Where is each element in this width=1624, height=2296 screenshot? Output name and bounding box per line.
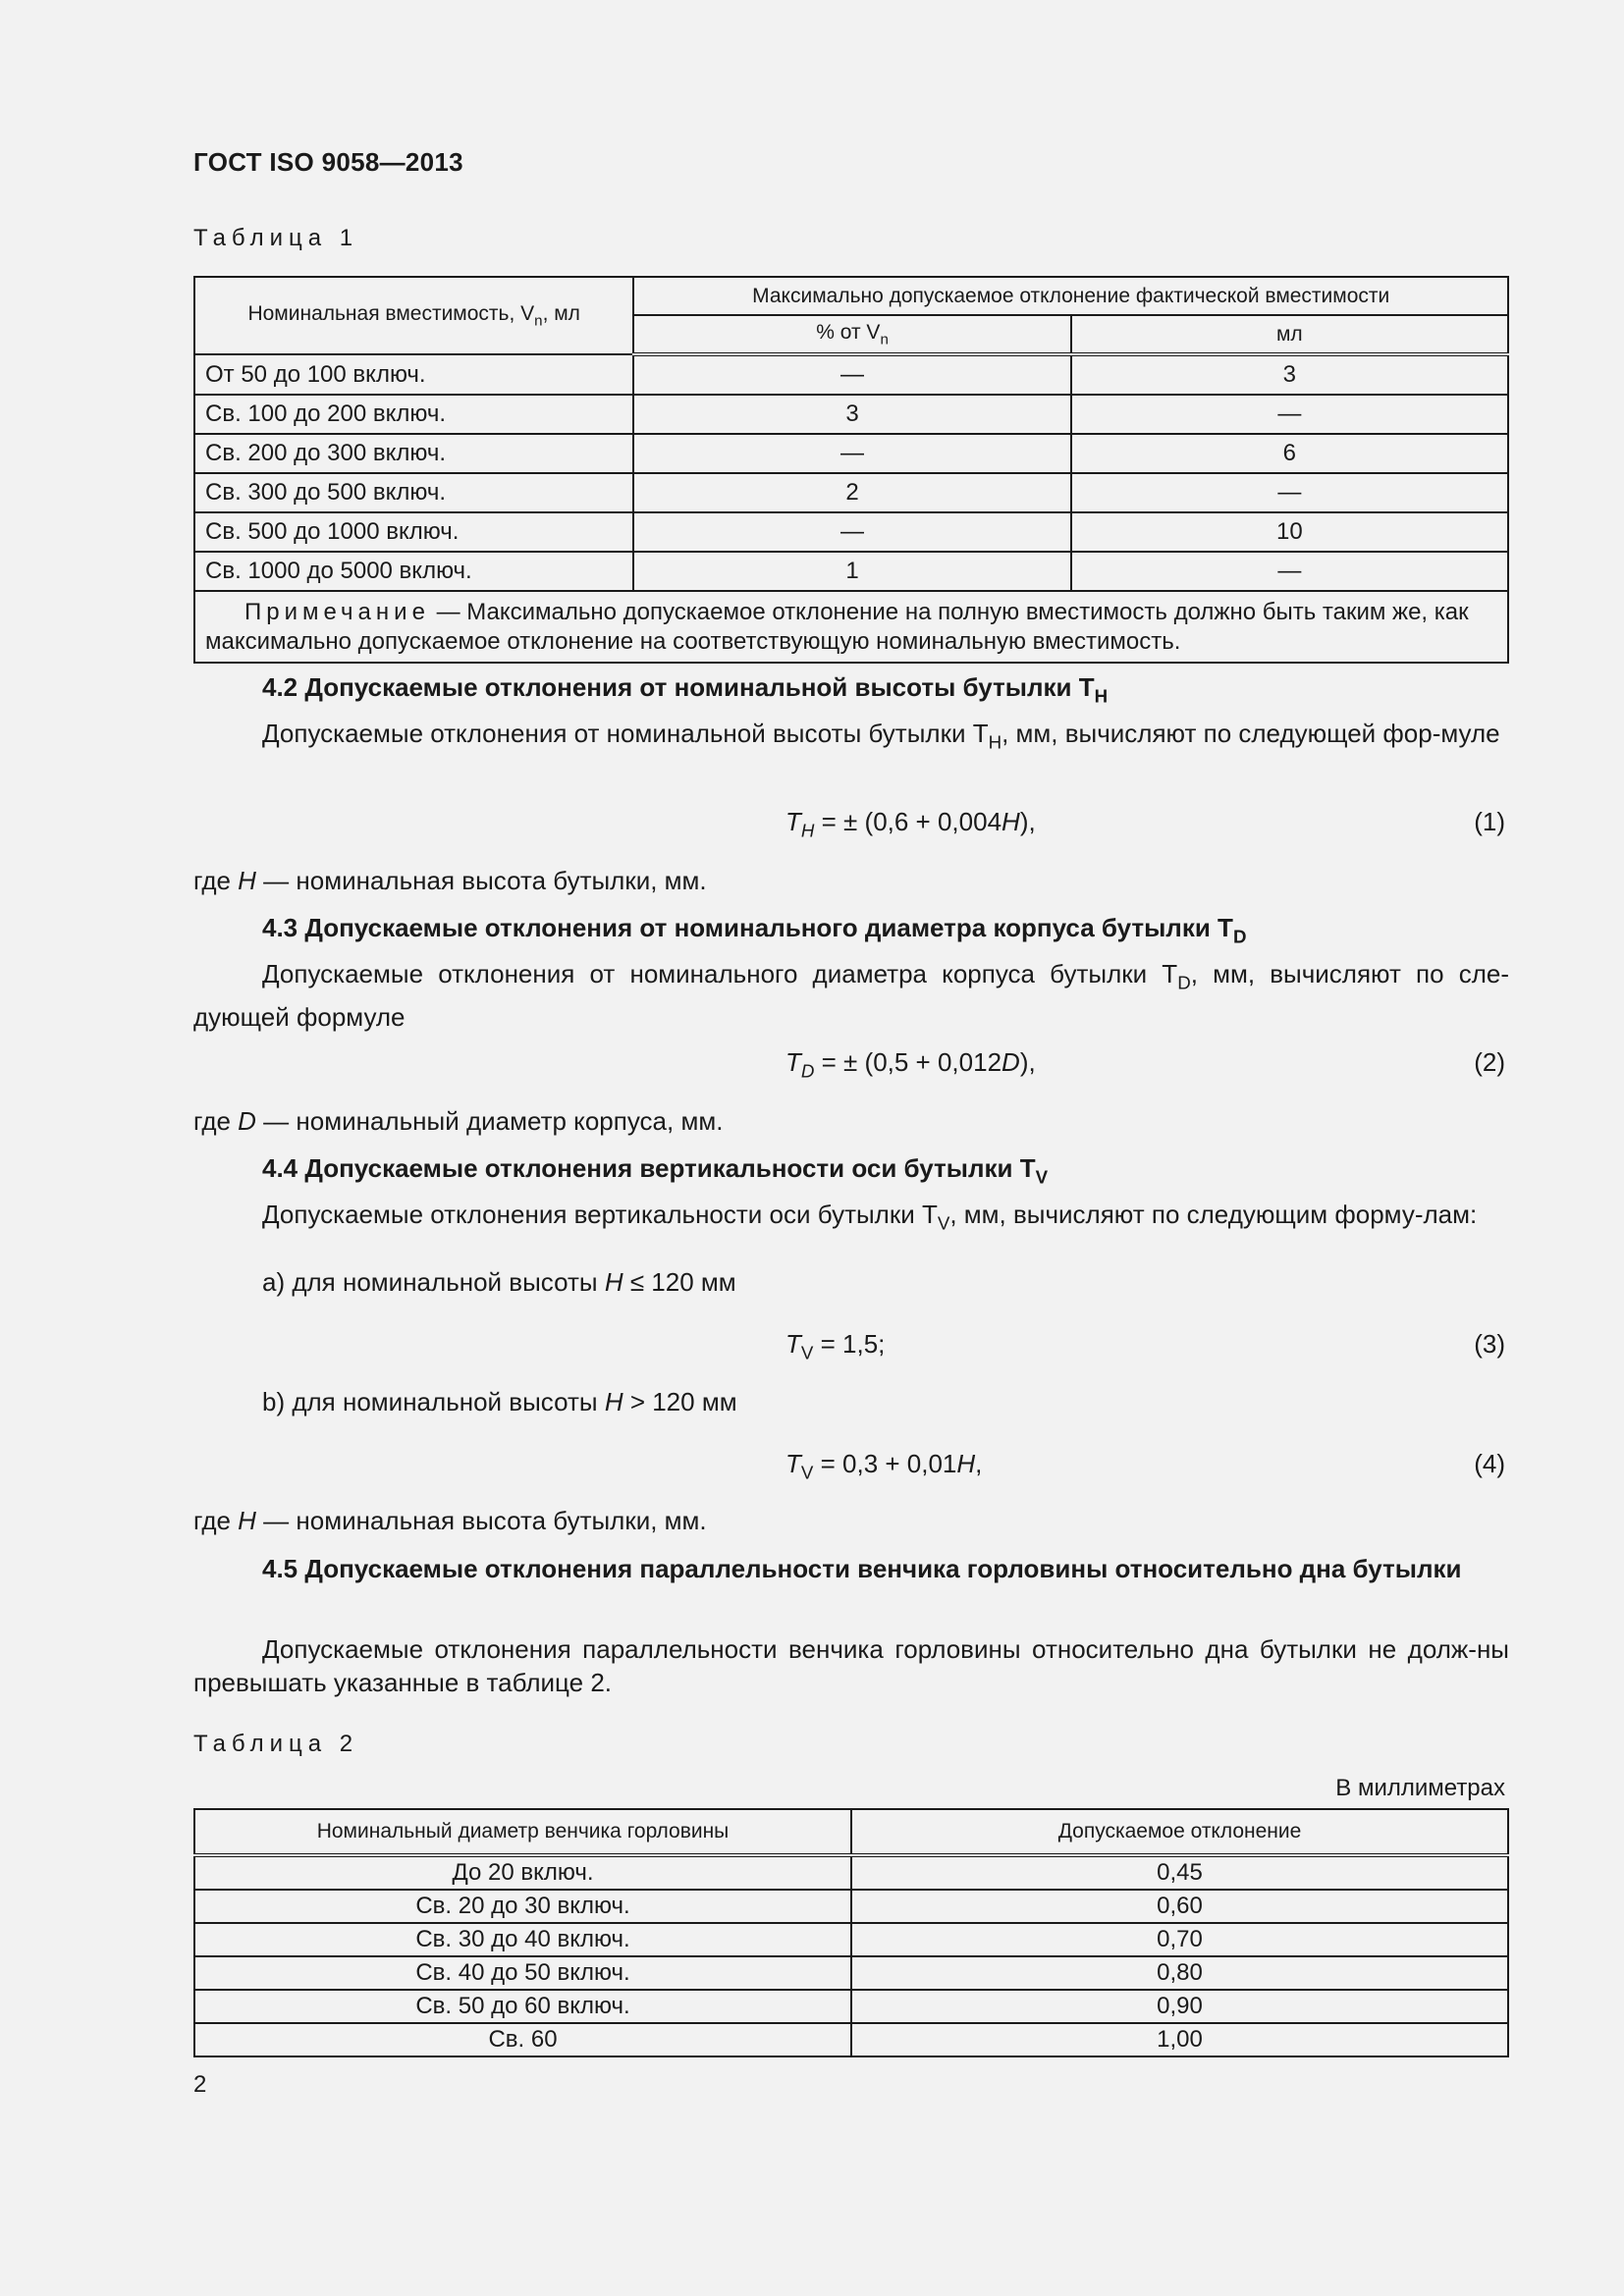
table2	[193, 1808, 1509, 2057]
table1-cell-range: Св. 500 до 1000 включ.	[194, 512, 633, 552]
table2-cell-value: 0,60	[851, 1890, 1508, 1923]
table1-cell-range: Св. 300 до 500 включ.	[194, 473, 633, 512]
table2-cell-range: Св. 50 до 60 включ.	[194, 1990, 851, 2023]
table1-cell-pct: —	[633, 512, 1070, 552]
table1-cell-ml: 3	[1071, 354, 1508, 395]
table1	[193, 276, 1509, 664]
table-row	[194, 512, 1508, 552]
table2-cell-value: 0,80	[851, 1956, 1508, 1990]
formula-1: $T_H$ = ± (0,6 + 0,004H),	[785, 807, 1036, 841]
table1-cell-pct: 3	[633, 395, 1070, 434]
table1-cell-ml: —	[1071, 473, 1508, 512]
section-4-4-title: 4.4 Допускаемые отклонения вертикальности оси бутылки $T_V$	[262, 1153, 1049, 1188]
formula-4: $T_V = 0,3 + 0,01H$,	[785, 1449, 983, 1483]
table1-cell-range: От 50 до 100 включ.	[194, 354, 633, 395]
table1-cell-range: Св. 100 до 200 включ.	[194, 395, 633, 434]
formula-2-number: (2)	[1474, 1047, 1505, 1077]
section-4-3-title: 4.3 Допускаемые отклонения от номинального диаметра корпуса бутылки $T_D$	[262, 913, 1247, 947]
section-4-2-title: 4.2 Допускаемые отклонения от номинальной высоты бутылки $T_H$	[262, 672, 1109, 707]
note-label: Примечание	[244, 599, 430, 625]
table2-cell-range: Св. 20 до 30 включ.	[194, 1890, 851, 1923]
table1-cell-range: Св. 200 до 300 включ.	[194, 434, 633, 473]
table-row	[194, 1990, 1508, 2023]
note-text: — Максимально допускаемое отклонение на полную вместимость должно быть таким же, как максимально допускаемое отклонение на соответствующую номинальную вместимость.	[205, 599, 1469, 655]
section-4-2-where: где H — номинальная высота бутылки, мм.	[193, 866, 707, 895]
table1-col1-header: Номинальная вместимость, $V_n$, мл	[194, 277, 633, 354]
table-row	[194, 1890, 1508, 1923]
section-4-5-title: 4.5 Допускаемые отклонения параллельности венчика горловины относительно дна бутылки	[262, 1554, 1462, 1583]
table2-cell-value: 0,70	[851, 1923, 1508, 1956]
item-b: b) для номинальной высоты H > 120 мм	[262, 1387, 737, 1416]
section-4-4-where: где H — номинальная высота бутылки, мм.	[193, 1506, 707, 1535]
table1-note	[194, 591, 1508, 663]
table1-cell-pct: —	[633, 354, 1070, 395]
formula-4-number: (4)	[1474, 1449, 1505, 1478]
table1-note-row	[194, 591, 1508, 663]
table2-col1-header: Номинальный диаметр венчика горловины	[194, 1809, 851, 1855]
table1-cell-pct: —	[633, 434, 1070, 473]
table1-col3-header: мл	[1071, 315, 1508, 354]
table-row	[194, 395, 1508, 434]
table2-cell-range: До 20 включ.	[194, 1855, 851, 1890]
formula-2: $T_D$ = ± (0,5 + 0,012D),	[785, 1047, 1036, 1082]
formula-3-number: (3)	[1474, 1329, 1505, 1359]
table-row	[194, 434, 1508, 473]
section-4-5-paragraph: Допускаемые отклонения параллельности венчика горловины относительно дна бутылки не долж-ны превышать указанные в таблице 2.	[193, 1634, 1509, 1697]
formula-3: $T_V = 1,5$;	[785, 1329, 886, 1363]
table-row	[194, 354, 1508, 395]
table1-cell-range: Св. 1000 до 5000 включ.	[194, 552, 633, 591]
section-4-3-paragraph: Допускаемые отклонения от номинального диаметра корпуса бутылки $T_D$, мм, вычисляют по сле-дующей формуле	[193, 959, 1510, 1032]
table2-cell-value: 0,45	[851, 1855, 1508, 1890]
section-4-2-paragraph: Допускаемые отклонения от номинальной высоты бутылки $T_H$, мм, вычисляют по следующей фор-муле	[262, 719, 1500, 753]
table1-caption: Таблица 1	[193, 225, 359, 251]
table1-cell-pct: 1	[633, 552, 1070, 591]
table2-col2-header: Допускаемое отклонение	[851, 1809, 1508, 1855]
page-number: 2	[193, 2071, 207, 2098]
table1-group-header: Максимально допускаемое отклонение фактической вместимости	[633, 277, 1508, 315]
section-4-4-paragraph: Допускаемые отклонения вертикальности оси бутылки $T_V$, мм, вычисляют по следующим форму-лам:	[262, 1200, 1478, 1234]
table1-cell-pct: 2	[633, 473, 1070, 512]
table2-cell-range: Св. 60	[194, 2023, 851, 2056]
table1-cell-ml: —	[1071, 552, 1508, 591]
table2-units: В миллиметрах	[1335, 1775, 1505, 1801]
table-row	[194, 552, 1508, 591]
table-row	[194, 473, 1508, 512]
document-code-header: ГОСТ ISO 9058—2013	[193, 147, 463, 177]
section-4-3-where: где D — номинальный диаметр корпуса, мм.	[193, 1106, 724, 1136]
table1-cell-ml: 6	[1071, 434, 1508, 473]
table-row	[194, 2023, 1508, 2056]
table-row	[194, 1956, 1508, 1990]
table1-cell-ml: 10	[1071, 512, 1508, 552]
formula-1-number: (1)	[1474, 807, 1505, 836]
table2-cell-range: Св. 40 до 50 включ.	[194, 1956, 851, 1990]
item-a: a) для номинальной высоты H ≤ 120 мм	[262, 1267, 736, 1297]
table2-cell-value: 0,90	[851, 1990, 1508, 2023]
table-row	[194, 1855, 1508, 1890]
table2-cell-value: 1,00	[851, 2023, 1508, 2056]
table2-cell-range: Св. 30 до 40 включ.	[194, 1923, 851, 1956]
table-row	[194, 1923, 1508, 1956]
table2-caption: Таблица 2	[193, 1731, 359, 1757]
table1-col2-header: % от $V_n$	[633, 315, 1070, 354]
table1-cell-ml: —	[1071, 395, 1508, 434]
